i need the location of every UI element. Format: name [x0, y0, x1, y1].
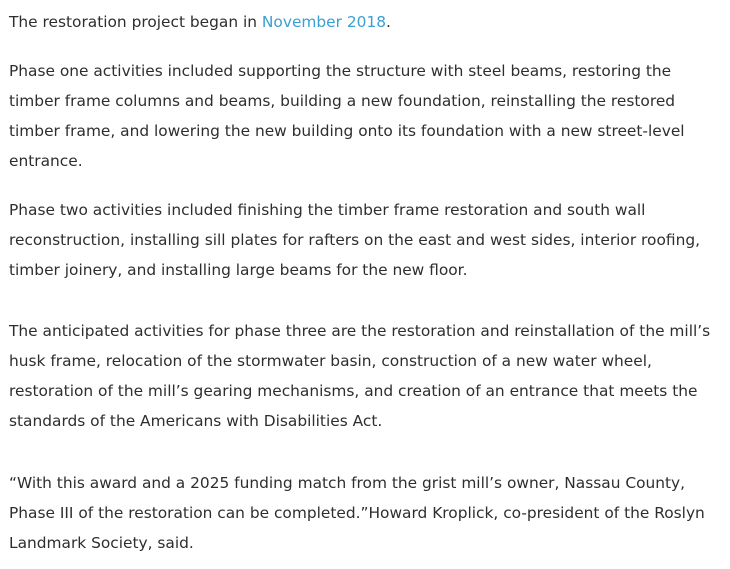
- phase-three-paragraph: The anticipated activities for phase three are the restoration and reinstallation of the mill’s husk frame, relocation of the stormwater basin, construction of a new water wheel, restoration of the mill’s gearing mechanisms, and creation of an entrance that meets the standards of the Americans with Disabilities Act.: [9, 322, 711, 430]
- intro-text: The restoration project began in: [9, 13, 262, 31]
- date-link[interactable]: November 2018: [261, 13, 387, 31]
- intro-period: .: [386, 13, 391, 31]
- intro-paragraph: [9, 7, 725, 37]
- quote-paragraph: “With this award and a 2025 funding match from the grist mill’s owner, Nassau County, Phase III of the restoration can be completed.”Howard Kroplick, co-president of the Roslyn Landmark Society, said.: [9, 474, 705, 552]
- phase-one-paragraph: Phase one activities included supporting the structure with steel beams, restoring the timber frame columns and beams, building a new foundation, reinstalling the restored timber frame, and lowering the new building onto its foundation with a new street-level entrance.: [9, 62, 685, 170]
- phase-two-paragraph: Phase two activities included finishing the timber frame restoration and south wall reconstruction, installing sill plates for rafters on the east and west sides, interior roofing, timber joinery, and installing large beams for the new floor.: [9, 201, 700, 279]
